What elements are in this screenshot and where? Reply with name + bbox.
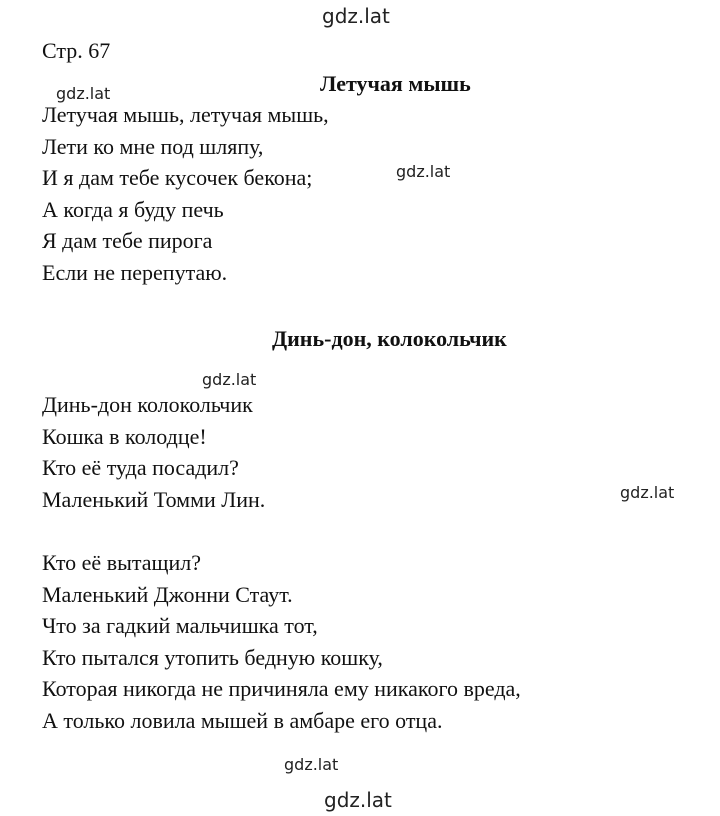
poem2-title: Динь-дон, колокольчик	[272, 326, 507, 351]
poem-line: Кто её вытащил?	[42, 550, 201, 575]
poem-line: Кто её туда посадил?	[42, 455, 239, 480]
poem-line: И я дам тебе кусочек бекона;	[42, 165, 313, 190]
poem-line: А когда я буду печь	[42, 196, 224, 222]
watermark-bottom-inner: gdz.lat	[284, 755, 339, 774]
poem-line: Маленький Джонни Стаут.	[42, 581, 293, 607]
poem-line: А только ловила мышей в амбаре его отца.	[42, 707, 443, 733]
watermark-mid-right: gdz.lat	[396, 162, 451, 181]
watermark-right: gdz.lat	[620, 483, 675, 502]
poem-line: Кто пытался утопить бедную кошку,	[42, 644, 383, 670]
poem2-stanza1	[42, 389, 265, 515]
poem1-lines	[42, 99, 329, 288]
watermark-mid: gdz.lat	[202, 370, 257, 389]
poem-line: Динь-дон колокольчик	[42, 392, 253, 417]
watermark-top: gdz.lat	[322, 4, 390, 28]
poem-line: Кошка в колодце!	[42, 423, 207, 449]
poem-line: Лети ко мне под шляпу,	[42, 133, 264, 159]
poem2-stanza2	[42, 547, 521, 736]
poem-line: Я дам тебе пирога	[42, 228, 213, 253]
poem-line: Которая никогда не причиняла ему никакого вреда,	[42, 676, 521, 701]
page-number: Стр. 67	[42, 38, 111, 63]
poem-line: Что за гадкий мальчишка тот,	[42, 613, 318, 638]
watermark-bottom: gdz.lat	[324, 788, 392, 812]
poem-line: Маленький Томми Лин.	[42, 486, 266, 512]
poem-line: Летучая мышь, летучая мышь,	[42, 102, 329, 127]
poem-line: Если не перепутаю.	[42, 259, 228, 285]
watermark-left: gdz.lat	[56, 84, 111, 103]
poem1-title: Летучая мышь	[320, 71, 471, 96]
